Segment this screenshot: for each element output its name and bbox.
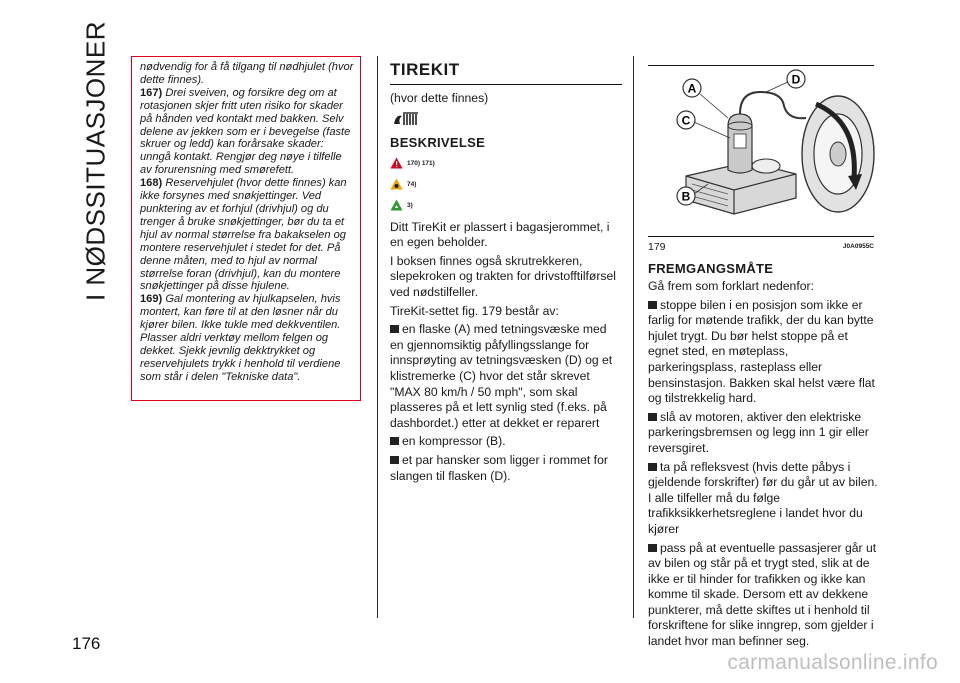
figure-code: J0A0955C (842, 243, 874, 250)
warning-box (131, 56, 361, 401)
tirekit-subtitle: (hvor dette finnes) (390, 91, 489, 105)
tirekit-illustration (648, 66, 878, 234)
environment-icon (390, 199, 403, 211)
bullet-icon (648, 413, 657, 421)
list-item-text: slå av motoren, aktiver den elektriske parkeringsbremsen og legg inn 1 gir eller reversgiret. (648, 409, 869, 455)
procedure-intro: Gå frem som forklart nedenfor: (648, 279, 814, 293)
warning-item (140, 293, 354, 383)
column-divider (377, 56, 378, 618)
callout-label: B (681, 189, 691, 204)
procedure-column (648, 65, 878, 653)
warning-item-number: 167) (140, 86, 163, 99)
list-item (390, 434, 622, 450)
warning-item-number: 168) (140, 177, 163, 190)
title-rule (390, 84, 622, 85)
figure-bottom-rule (648, 236, 874, 237)
procedure-heading: FREMGANGSMÅTE (648, 261, 774, 276)
list-item-text: stoppe bilen i en posisjon som ikke er farlig for møtende trafikk, der du kan bytte hjulet trygt. Du bør helst stoppe på et egnet sted, en møteplass, parkeringsplass, rasteplass eller bensinstasjon. Bakken skal helst være flat og tilstrekkelig hard. (648, 297, 875, 406)
warning-ref-text: 170) 171) (407, 159, 435, 167)
list-item-text: et par hansker som ligger i rommet for slangen til flasken (D). (390, 452, 608, 483)
list-item-text: en kompressor (B). (402, 434, 506, 449)
warning-item (140, 177, 354, 293)
list-item-text: en flaske (A) med tetningsvæske med en gjennomsiktig påfyllingsslange for innsprøyting av tetningsvæsken (D) og et klistremerke (C) hvor det står skrevet "MAX 80 km/h / 50 mph", som skal plasseres på et lett synlig sted (f.eks. på dashbordet.) etter at dekket er reparert (390, 322, 613, 430)
environment-ref-text: 3) (407, 201, 413, 209)
chapter-title-text: I NØDSSITUASJONER (80, 20, 111, 302)
caution-icon (390, 178, 403, 190)
warning-ref-row (390, 153, 622, 174)
list-item (648, 541, 878, 650)
warning-item (140, 87, 354, 177)
warning-item-number: 169) (140, 293, 163, 306)
danger-triangle-icon (390, 157, 403, 169)
callout-label: A (687, 81, 697, 96)
caution-ref-text: 74) (407, 180, 417, 188)
environment-ref-row (390, 195, 622, 216)
list-item (648, 298, 878, 407)
figure-caption (648, 241, 874, 253)
tirekit-figure (648, 66, 878, 236)
bullet-icon (648, 301, 657, 309)
list-item-text: pass på at eventuelle passasjerer går ut av bilen og står på et trygt sted, slik at de ikke er til hinder for trafikken og ikke kan komme til skade. Dersom ett av dekkene punkterer, må dette skiftes ut i henhold til forskriftene for slike inngrep, som gjelder i landet hvor man befinner seg. (648, 540, 877, 649)
watermark: carmanualsonline.info (727, 651, 938, 674)
tirekit-intro: Ditt TireKit er plassert i bagasjerommet, i en egen beholder. (390, 219, 610, 250)
callout-label: D (791, 72, 801, 87)
page-number: 176 (72, 634, 101, 653)
warning-intro: nødvendig for å få tilgang til nødhjulet (hvor dette finnes). (140, 61, 354, 86)
list-item (390, 322, 622, 431)
tirekit-title: TIREKIT (390, 60, 460, 79)
bullet-icon (390, 456, 399, 464)
tirekit-components-intro: TireKit-settet fig. 179 består av: (390, 303, 559, 318)
list-item (648, 410, 878, 457)
chapter-title (76, 20, 116, 302)
figure-number: 179 (648, 241, 666, 253)
warning-item-text: Gal montering av hjulkapselen, hvis montert, kan føre til at den løsner når du kjører bilen. Ikke tukle med dekkventilen. Plasser aldri verktøy mellom felgen og dekket. Sjekk jevnlig dekktrykket og reservehjulets trykk i henhold til verdiene som står i delen "Tekniske data". (140, 293, 341, 383)
tirekit-logo-icon (392, 110, 622, 133)
bullet-icon (648, 463, 657, 471)
bullet-icon (648, 544, 657, 552)
bullet-icon (390, 437, 399, 445)
bullet-icon (390, 325, 399, 333)
warning-item-text: Drei sveiven, og forsikre deg om at rotasjonen skjer fritt uten risiko for skader på hånden ved kontakt med bakken. Selv delene av jekken som er i bevegelse (faste skruer og ledd) kan forårsake skader: unngå kontakt. Rengjør deg nøye i tilfelle av forurensning med smørefett. (140, 86, 351, 177)
column-divider (633, 56, 634, 618)
list-item-text: ta på refleksvest (hvis dette påbys i gjeldende forskrifter) før du går ut av bilen. I alle tilfeller må du følge trafikksikkerhetsreglene i landet hvor du kjører (648, 459, 878, 536)
description-heading: BESKRIVELSE (390, 134, 486, 150)
warning-item-text: Reservehjulet (hvor dette finnes) kan ikke forsynes med snøkjettinger. Ved punktering av et forhjul (drivhjul) og du trenger å bruke snøkjettinger, bør du ta et hjul av normal størrelse fra bakakselen og montere reservehjulet i stedet for det. På denne måten, med to hjul av normal størrelse foran (drivhjul), kan du montere snøkjettinger på disse hjulene. (140, 177, 347, 293)
callout-label: C (681, 113, 691, 128)
tirekit-contents: I boksen finnes også skrutrekkeren, slepekroken og trakten for drivstofftilførsel ved nødstilfeller. (390, 253, 617, 299)
list-item (390, 453, 622, 484)
list-item (648, 460, 878, 538)
tirekit-column (390, 58, 622, 487)
caution-ref-row (390, 174, 622, 195)
